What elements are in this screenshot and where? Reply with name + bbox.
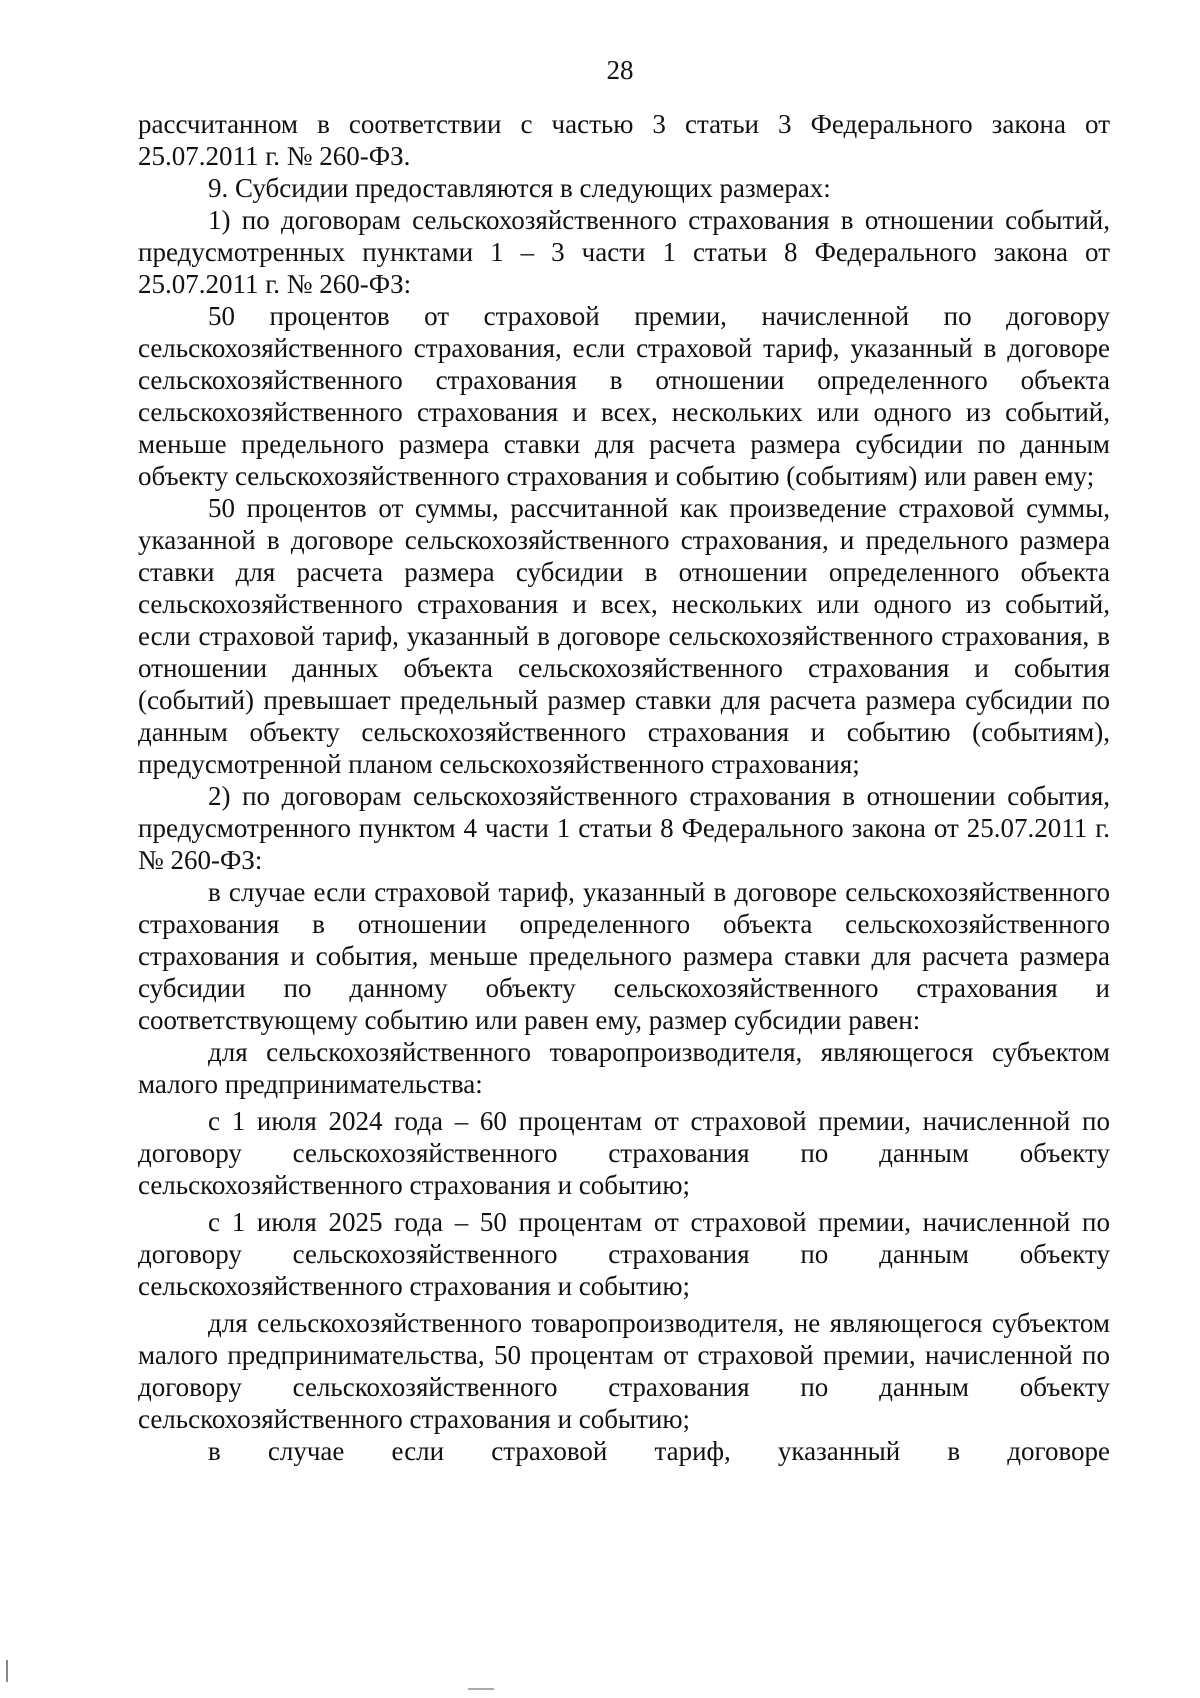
paragraph-continuation: рассчитанном в соответствии с частью 3 статьи 3 Федерального закона от 25.07.2011 г. № 260-ФЗ. (138, 109, 1110, 171)
document-body (138, 108, 1110, 1467)
page-number: 28 (606, 55, 634, 85)
paragraph-tariff-less: в случае если страховой тариф, указанный в договоре сельскохозяйственного страхования в отношении определенного объекта сельскохозяйственного страхования и события, меньше предельного размера ставки для расчета размера субсидии по данному объекту сельскохозяйственного страхования и соответствующему событию или равен ему, размер субсидии равен: (138, 877, 1110, 1035)
paragraph-subitem-2: 2) по договорам сельскохозяйственного страхования в отношении события, предусмотренного пунктом 4 части 1 статьи 8 Федерального закона от 25.07.2011 г. № 260-ФЗ: (138, 781, 1110, 875)
paragraph-50-percent-premium: 50 процентов от страховой премии, начисленной по договору сельскохозяйственного страхования, если страховой тариф, указанный в договоре сельскохозяйственного страхования в отношении определенного объекта сельскохозяйственного страхования и всех, нескольких или одного из событий, меньше предельного размера ставки для расчета размера субсидии по данным объекту сельскохозяйственного страхования и событию (событиям) или равен ему; (138, 301, 1110, 491)
paragraph-small-business: для сельскохозяйственного товаропроизводителя, являющегося субъектом малого предпринимательства: (138, 1037, 1110, 1099)
scan-edge-mark (6, 1660, 8, 1682)
paragraph-july-2024: с 1 июля 2024 года – 60 процентам от страховой премии, начисленной по договору сельскохозяйственного страхования по данным объекту сельскохозяйственного страхования и событию; (138, 1106, 1110, 1200)
paragraph-subitem-1: 1) по договорам сельскохозяйственного страхования в отношении событий, предусмотренных пунктами 1 – 3 части 1 статьи 8 Федерального закона от 25.07.2011 г. № 260-ФЗ: (138, 205, 1110, 299)
paragraph-50-percent-sum: 50 процентов от суммы, рассчитанной как произведение страховой суммы, указанной в договоре сельскохозяйственного страхования, и предельного размера ставки для расчета размера субсидии в отношении определенного объекта сельскохозяйственного страхования и всех, нескольких или одного из событий, если страховой тариф, указанный в договоре сельскохозяйственного страхования, в отношении данных объекта сельскохозяйственного страхования и события (событий) превышает предельный размер ставки для расчета размера субсидии по данным объекту сельскохозяйственного страхования и событию (событиям), предусмотренной планом сельскохозяйственного страхования; (138, 493, 1110, 779)
paragraph-item-9: 9. Субсидии предоставляются в следующих размерах: (208, 173, 831, 203)
scan-bottom-mark (468, 1688, 494, 1690)
paragraph-tariff-case: в случае если страховой тариф, указанный в договоре (208, 1436, 1110, 1466)
paragraph-july-2025: с 1 июля 2025 года – 50 процентам от страховой премии, начисленной по договору сельскохозяйственного страхования по данным объекту сельскохозяйственного страхования и событию; (138, 1207, 1110, 1301)
paragraph-not-small-business: для сельскохозяйственного товаропроизводителя, не являющегося субъектом малого предпринимательства, 50 процентам от страховой премии, начисленной по договору сельскохозяйственного страхования по данным объекту сельскохозяйственного страхования и событию; (138, 1308, 1110, 1434)
